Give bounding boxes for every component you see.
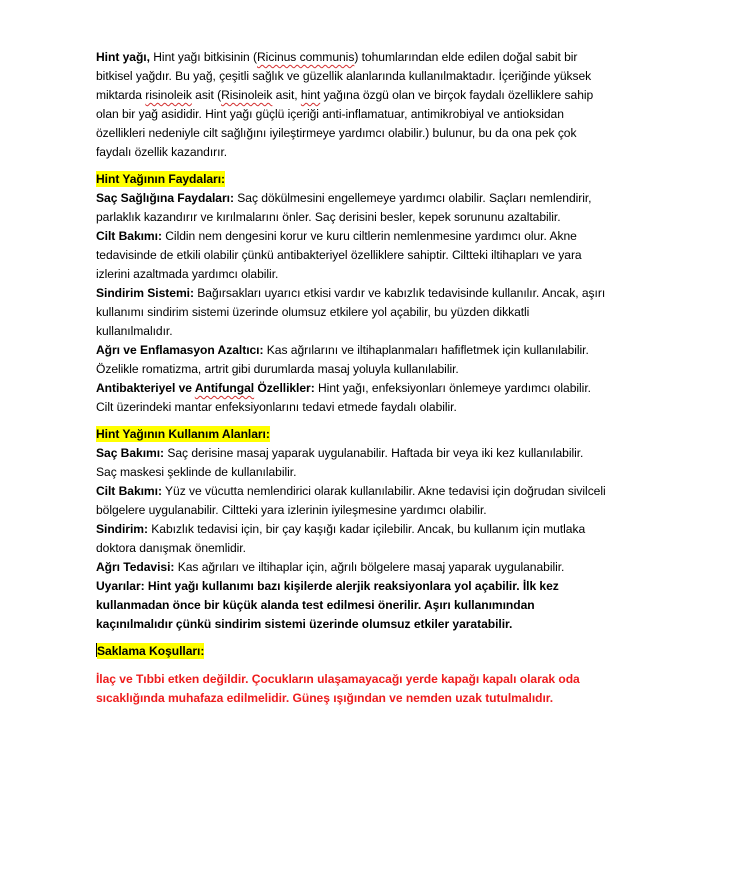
spellcheck-risinoleik-2: Risinoleik: [221, 88, 273, 102]
storage-heading-line: [96, 642, 606, 661]
usage-item: [96, 482, 606, 520]
benefit-text: Saç dökülmesini engellemeye yardımcı olabilir. Saçları nemlendirir, parlaklık kazandırır ve kırılmalarını önler. Saç derisini besler, kepek sorununu azaltabilir.: [96, 191, 592, 224]
benefit-label: Cilt Bakımı:: [96, 229, 162, 243]
usage-label: Sindirim:: [96, 522, 148, 536]
spellcheck-ricinus: Ricinus communis: [257, 50, 355, 64]
intro-text-5: yağına özgü olan ve birçok faydalı özelliklere sahip olan bir yağ asididir. Hint yağı güçlü içeriği anti-inflamatuar, antimikrobiyal ve antioksidan özellikleri nedeniyle cilt sağlığını iyileştirmeye yardımcı olabilir.) bulunur, bu da ona pek çok faydalı özellik kazandırır.: [96, 88, 594, 159]
benefit-label: Saç Sağlığına Faydaları:: [96, 191, 234, 205]
usage-heading-line: [96, 425, 606, 444]
benefit-label: Ağrı ve Enflamasyon Azaltıcı:: [96, 343, 264, 357]
usage-label: Saç Bakımı:: [96, 446, 165, 460]
spellcheck-hint: hint: [300, 88, 321, 102]
benefits-heading: Hint Yağının Faydaları:: [96, 172, 225, 186]
intro-text-3: asit (: [191, 88, 222, 102]
usage-item: [96, 444, 606, 482]
intro-text-4: asit,: [272, 88, 301, 102]
intro-lead: Hint yağı,: [96, 50, 150, 64]
usage-heading: Hint Yağının Kullanım Alanları:: [96, 427, 270, 441]
intro-paragraph: [96, 48, 606, 162]
spellcheck-risinoleik: risinoleik: [145, 88, 192, 102]
spellcheck-antifungal: Antifungal: [194, 381, 255, 395]
usage-text: Kabızlık tedavisi için, bir çay kaşığı kadar içilebilir. Ancak, bu kullanım için mutlaka doktora danışmak önemlidir.: [96, 522, 586, 555]
benefit-label: Sindirim Sistemi:: [96, 286, 194, 300]
benefit-label-a: Antibakteriyel ve: [96, 381, 195, 395]
warning-paragraph: Uyarılar: Hint yağı kullanımı bazı kişilerde alerjik reaksiyonlara yol açabilir. İlk kez kullanmadan önce bir küçük alanda test edilmesi önerilir. Aşırı kullanımından kaçınılmalıdır çünkü sindirim sistemi üzerinde olumsuz etkiler yaratabilir.: [96, 579, 559, 631]
intro-text-1: Hint yağı bitkisinin (: [149, 50, 257, 64]
usage-text: Kas ağrıları ve iltihaplar için, ağrılı bölgelere masaj yaparak uygulanabilir.: [174, 560, 565, 574]
usage-text: Saç derisine masaj yaparak uygulanabilir. Haftada bir veya iki kez kullanılabilir. Saç maskesi şeklinde de kullanılabilir.: [96, 446, 584, 479]
benefit-item: [96, 379, 606, 417]
benefits-heading-line: [96, 170, 606, 189]
usage-text: Yüz ve vücutta nemlendirici olarak kullanılabilir. Akne tedavisi için doğrudan sivilceli bölgelere uygulanabilir. Ciltteki yara izlerinin iyileşmesine yardımcı olabilir.: [96, 484, 606, 517]
usage-label: Cilt Bakımı:: [96, 484, 162, 498]
usage-item: [96, 520, 606, 558]
document-page[interactable]: [96, 48, 606, 708]
usage-label: Ağrı Tedavisi:: [96, 560, 175, 574]
benefit-item: [96, 189, 606, 227]
benefit-item: [96, 341, 606, 379]
storage-heading: Saklama Koşulları:: [97, 644, 205, 658]
benefit-text: Hint yağı, enfeksiyonları önlemeye yardımcı olabilir. Cilt üzerindeki mantar enfeksiyonlarını tedavi etmede faydalı olabilir.: [96, 381, 591, 414]
storage-notice: İlaç ve Tıbbi etken değildir. Çocukların ulaşamayacağı yerde kapağı kapalı olarak oda sıcaklığında muhafaza edilmelidir. Güneş ışığından ve nemden uzak tutulmalıdır.: [96, 672, 580, 705]
benefit-item: [96, 284, 606, 341]
benefit-label-b: Özellikler:: [254, 381, 315, 395]
benefit-text: Cildin nem dengesini korur ve kuru ciltlerin nemlenmesine yardımcı olur. Akne tedavisinde de etkili olabilir çünkü antibakteriyel özelliklere sahiptir. Ciltteki iltihapları ve yara izlerini azaltmada yardımcı olabilir.: [96, 229, 582, 281]
benefit-text: Kas ağrılarını ve iltihaplanmaları hafifletmek için kullanılabilir. Özelikle romatizma, artrit gibi durumlarda masaj yoluyla kullanılabilir.: [96, 343, 589, 376]
benefit-item: [96, 227, 606, 284]
usage-item: [96, 558, 606, 577]
intro-text-2: ) tohumlarından elde edilen doğal sabit bir bitkisel yağdır. Bu yağ, çeşitli sağlık ve güzellik alanlarında kullanılmaktadır. İçeriğinde yüksek miktarda: [96, 50, 592, 102]
benefit-text: Bağırsakları uyarıcı etkisi vardır ve kabızlık tedavisinde kullanılır. Ancak, aşırı kullanımı sindirim sistemi üzerinde olumsuz etkilere yol açabilir, bu yüzden dikkatli kullanılmalıdır.: [96, 286, 606, 338]
